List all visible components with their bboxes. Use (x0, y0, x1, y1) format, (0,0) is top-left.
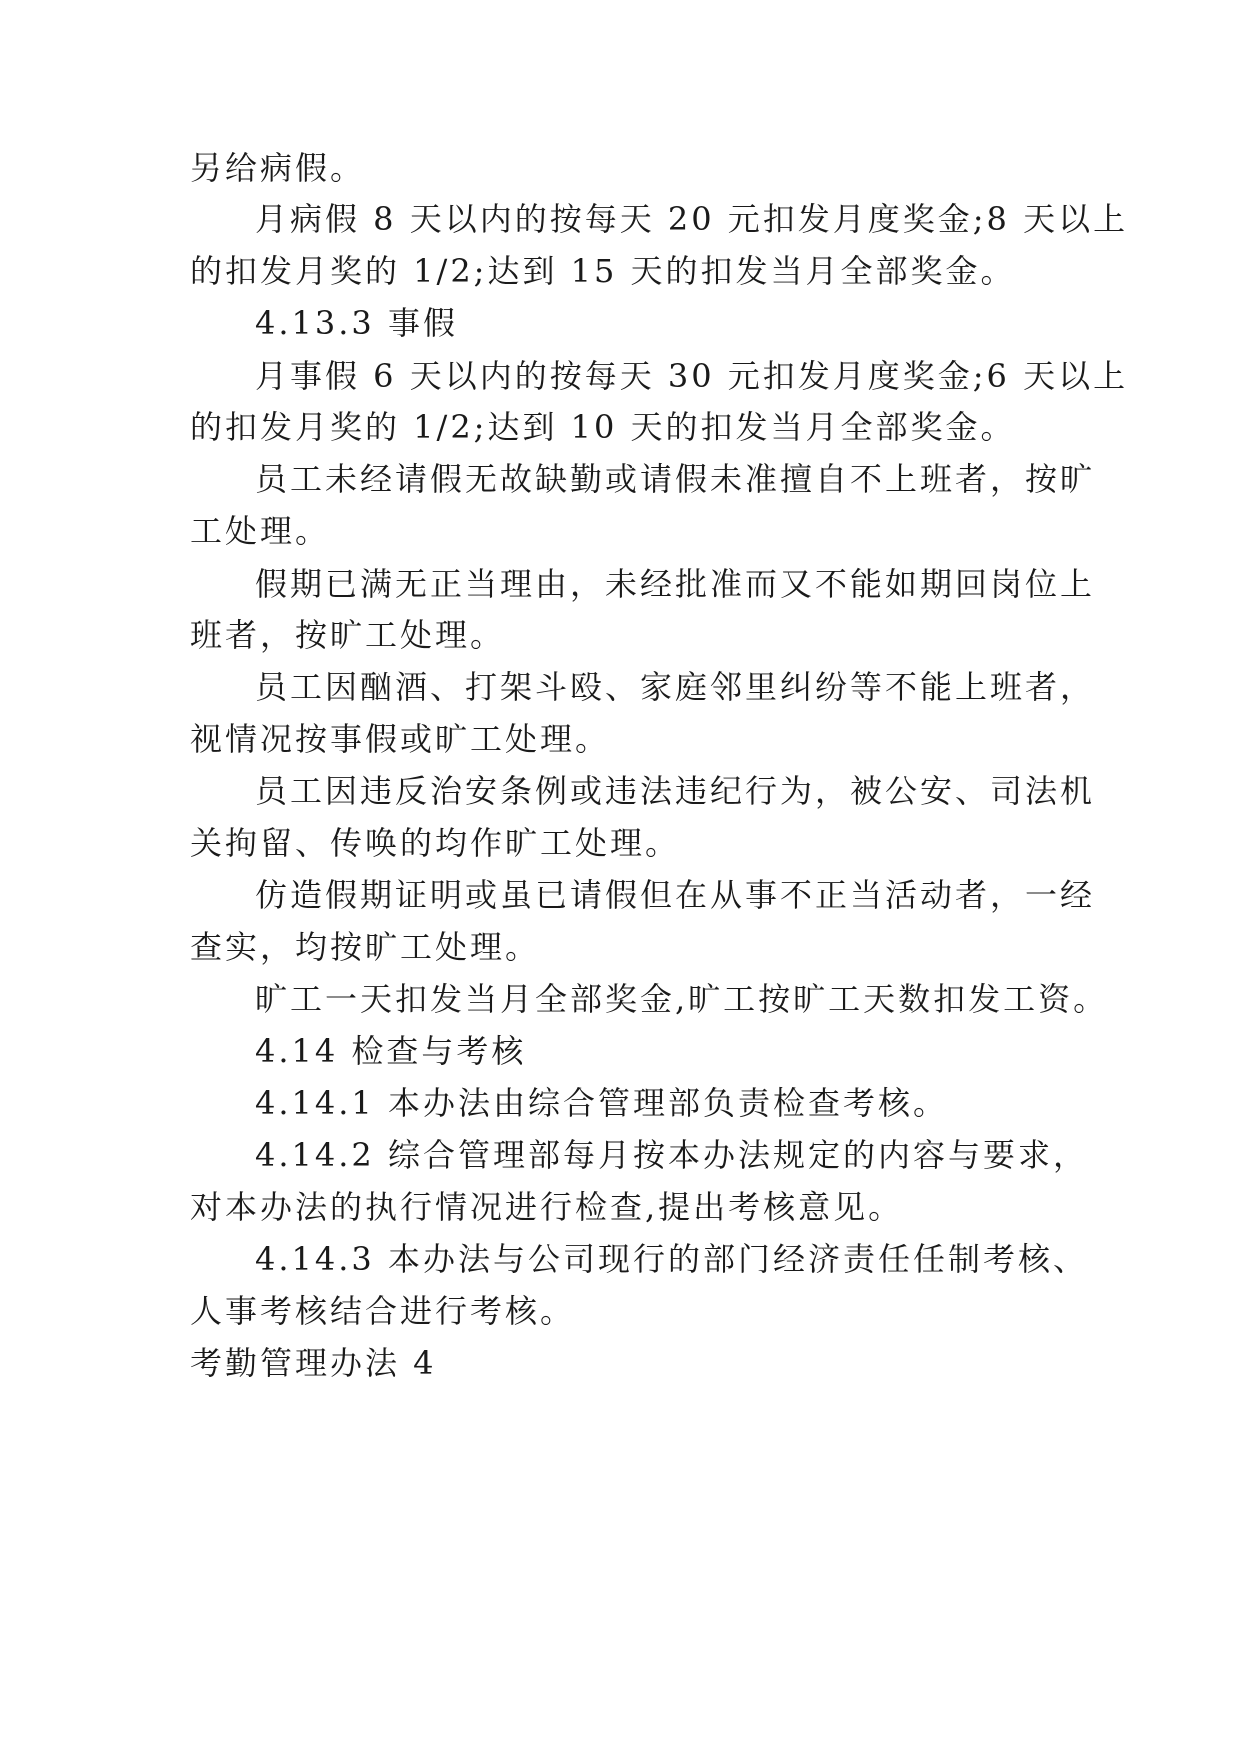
paragraph-line: 关拘留、传唤的均作旷工处理。 (190, 824, 681, 862)
section-heading: 4.13.3 事假 (255, 304, 458, 342)
paragraph-line: 的扣发月奖的 1/2;达到 10 天的扣发当月全部奖金。 (190, 408, 1016, 446)
paragraph-line: 的扣发月奖的 1/2;达到 15 天的扣发当月全部奖金。 (190, 252, 1016, 290)
paragraph-line: 4.14.1 本办法由综合管理部负责检查考核。 (255, 1084, 948, 1122)
paragraph-line: 员工未经请假无故缺勤或请假未准擅自不上班者，按旷 (255, 460, 1096, 498)
paragraph-line: 工处理。 (190, 512, 331, 550)
paragraph-line: 月病假 8 天以内的按每天 20 元扣发月度奖金;8 天以上 (255, 200, 1129, 238)
paragraph-line: 视情况按事假或旷工处理。 (190, 720, 611, 758)
paragraph-line: 另给病假。 (190, 149, 366, 187)
paragraph-line: 4.14.3 本办法与公司现行的部门经济责任任制考核、 (255, 1240, 1088, 1278)
paragraph-line: 对本办法的执行情况进行检查,提出考核意见。 (190, 1188, 904, 1226)
paragraph-line: 班者，按旷工处理。 (190, 616, 506, 654)
paragraph-line: 人事考核结合进行考核。 (190, 1292, 576, 1330)
paragraph-line: 查实，均按旷工处理。 (190, 928, 541, 966)
section-heading: 4.14 检查与考核 (255, 1032, 527, 1070)
document-title: 考勤管理办法 4 (190, 1344, 437, 1382)
paragraph-line: 月事假 6 天以内的按每天 30 元扣发月度奖金;6 天以上 (255, 357, 1129, 395)
paragraph-line: 员工因违反治安条例或违法违纪行为，被公安、司法机 (255, 772, 1096, 810)
paragraph-line: 旷工一天扣发当月全部奖金,旷工按旷工天数扣发工资。 (255, 980, 1109, 1018)
paragraph-line: 假期已满无正当理由，未经批准而又不能如期回岗位上 (255, 565, 1096, 603)
paragraph-line: 仿造假期证明或虽已请假但在从事不正当活动者，一经 (255, 876, 1096, 914)
paragraph-line: 4.14.2 综合管理部每月按本办法规定的内容与要求， (255, 1136, 1088, 1174)
paragraph-line: 员工因酗酒、打架斗殴、家庭邻里纠纷等不能上班者， (255, 668, 1096, 706)
